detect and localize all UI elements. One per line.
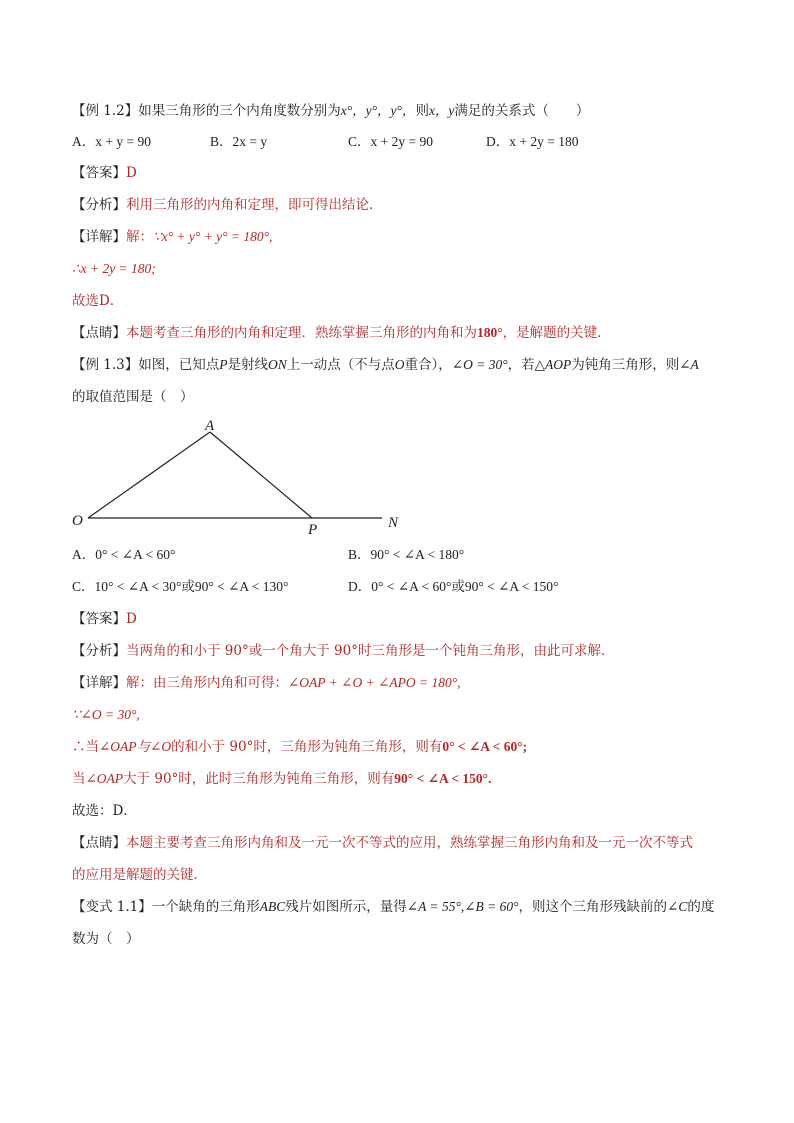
option-d: D．0° < ∠A < 60°或90° < ∠A < 150° (348, 579, 559, 594)
variant-1-1-question-line-2: 数为（ ） (72, 931, 140, 947)
example-tag: 【例 1.2】 (72, 103, 139, 119)
label-a: A (205, 418, 215, 434)
detail-line-3: ∴当∠OAP与∠O的和小于 90°时，三角形为钝角三角形，则有0° < ∠A < 60°; (72, 739, 528, 755)
variant-tag: 【变式 1.1】 (72, 899, 152, 915)
example-1-3-question-line-1: 【例 1.3】如图，已知点P是射线ON上一动点（不与点O重合），∠O = 30°，若△AOP为钝角三角形，则∠A (72, 357, 699, 373)
option-c: C．x + 2y = 90 (348, 134, 433, 149)
detail-line-2: ∴x + 2y = 180; (72, 261, 156, 276)
example-1-2-question: 【例 1.2】如果三角形的三个内角度数分别为x°，y°，y°，则x，y满足的关系式（ ） (72, 103, 590, 119)
detail-line-2: ∵∠O = 30°, (72, 707, 140, 722)
analysis-line: 【分析】当两角的和小于 90°或一个角大于 90°时三角形是一个钝角三角形，由此可求解． (72, 643, 615, 659)
label-n: N (388, 515, 399, 531)
triangle-figure (60, 410, 420, 540)
option-b: B．90° < ∠A < 180° (348, 547, 465, 562)
option-d: D．x + 2y = 180 (486, 134, 579, 149)
detail-line-1: 【详解】解：由三角形内角和可得：∠OAP + ∠O + ∠APO = 180°, (72, 675, 461, 691)
comment-line-2: 的应用是解题的关键． (72, 867, 207, 883)
segment-ap (210, 432, 312, 518)
option-b: B．2x = y (210, 134, 268, 149)
example-1-3-question-line-2: 的取值范围是（ ） (72, 389, 194, 405)
option-a: A．x + y = 90 (72, 134, 151, 149)
option-a: A．0° < ∠A < 60° (72, 547, 176, 562)
comment-line-1: 【点睛】本题主要考查三角形内角和及一元一次不等式的应用，熟练掌握三角形内角和及一元一次不等式 (72, 835, 693, 851)
example-tag: 【例 1.3】 (72, 357, 139, 373)
label-p: P (308, 522, 318, 538)
label-o: O (72, 513, 83, 529)
detail-line-1: 【详解】解：∵x° + y° + y° = 180°, (72, 229, 273, 245)
comment-line: 【点睛】本题考查三角形的内角和定理．熟练掌握三角形的内角和为180°，是解题的关键． (72, 325, 611, 341)
answer-line: 【答案】D (72, 611, 137, 627)
detail-line-4: 当∠OAP大于 90°时，此时三角形为钝角三角形，则有90° < ∠A < 150°. (72, 771, 492, 787)
segment-oa (88, 432, 210, 518)
answer-line: 【答案】D (72, 165, 137, 181)
variant-1-1-question-line-1: 【变式 1.1】一个缺角的三角形ABC残片如图所示，量得∠A = 55°,∠B = 60°，则这个三角形残缺前的∠C的度 (72, 899, 715, 915)
detail-line-3: 故选D． (72, 293, 124, 309)
analysis-line: 【分析】利用三角形的内角和定理，即可得出结论． (72, 197, 383, 213)
detail-line-5: 故选：D． (72, 803, 137, 819)
option-c: C．10° < ∠A < 30°或90° < ∠A < 130° (72, 579, 289, 594)
